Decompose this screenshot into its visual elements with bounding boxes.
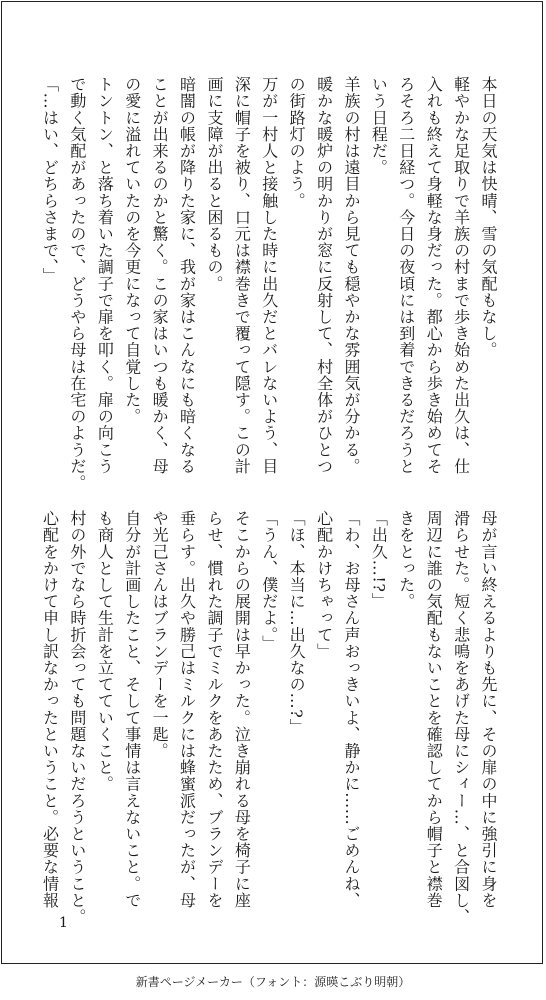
text-line: 「ほ、本当に…出久なの…?」 xyxy=(287,510,307,735)
lower-text-block xyxy=(40,510,502,925)
text-line: ろそろ二日経つ。今日の夜頃には到着できるだろうと xyxy=(396,76,416,475)
text-line: の愛に溢れていたのを今更になって自覚した。 xyxy=(122,76,142,425)
text-line: も商人として生計を立てていくこと。 xyxy=(95,510,115,793)
text-line: 暗闇の帳が降りた家に、我が家はこんなにも暗くなる xyxy=(177,76,197,475)
text-line: 村の外でなら時折会っても問題ないだろうということ。 xyxy=(67,510,87,925)
text-line: で動く気配があったので、どうやら母は在宅のようだ。 xyxy=(67,76,87,491)
text-line: 羊族の村は遠目から見ても穏やかな雰囲気が分かる。 xyxy=(341,76,361,475)
text-line: 「うん、僕だよ。」 xyxy=(259,510,279,652)
text-line: 画に支障が出ると困るもの。 xyxy=(204,76,224,292)
text-line: の街路灯のよう。 xyxy=(287,76,307,209)
text-line: 心配をかけて申し訳なかったということ。必要な情報 xyxy=(40,510,60,909)
text-line: 入れも終えて身軽な身だった。都心から歩き始めてそ xyxy=(424,76,444,475)
text-line: ことが出来るのかと驚く。この家はいつも暖かく、母 xyxy=(150,76,170,475)
text-line: 心配かけちゃって」 xyxy=(314,510,334,660)
upper-text-block xyxy=(40,76,502,491)
text-line: 万が一村人と接触した時に出久だとバレないよう、目 xyxy=(259,76,279,475)
text-line: 軽やかな足取りで羊族の村まで歩き始めた出久は、仕 xyxy=(451,76,471,475)
text-line: 深に帽子を被り、口元は襟巻きで覆って隠す。この計 xyxy=(232,76,252,475)
text-line: 垂らす。出久や勝己はミルクには蜂蜜派だったが、母 xyxy=(177,510,197,909)
text-line: 「出久…!?」 xyxy=(369,510,389,610)
text-line: 暖かな暖炉の明かりが窓に反射して、村全体がひとつ xyxy=(314,76,334,475)
page-number: 1 xyxy=(59,915,68,931)
text-line: きをとった。 xyxy=(396,510,416,610)
text-line: 「…はい、どちらさまで、」 xyxy=(40,76,60,284)
text-line: トントン、と落ち着いた調子で扉を叩く。扉の向こう xyxy=(95,76,115,475)
text-line: 周辺に誰の気配もないことを確認してから帽子と襟巻 xyxy=(424,510,444,909)
footer-credit: 新書ページメーカー（フォント：源暎こぶり明朝） xyxy=(135,975,411,989)
text-line: そこからの展開は早かった。泣き崩れる母を椅子に座 xyxy=(232,510,252,909)
text-line: らせ、慣れた調子でミルクをあたため、ブランデーを xyxy=(204,510,224,909)
text-line: 本日の天気は快晴、雪の気配もなし。 xyxy=(479,76,498,359)
text-line: 「わ、お母さん声おっきいよ、静かに……ごめんね、 xyxy=(341,510,361,909)
text-line: や光己さんはブランデーを一匙。 xyxy=(150,510,170,759)
text-line: 母が言い終えるよりも先に、その扉の中に強引に身を xyxy=(479,510,498,909)
text-line: 自分が計画したこと、そして事情は言えないこと。で xyxy=(122,510,142,909)
text-line: いう日程だ。 xyxy=(369,76,389,176)
text-line: 滑らせた。短く悲鳴をあげた母にシィー…、と合図し、 xyxy=(451,510,471,925)
manuscript-page xyxy=(1,1,543,964)
